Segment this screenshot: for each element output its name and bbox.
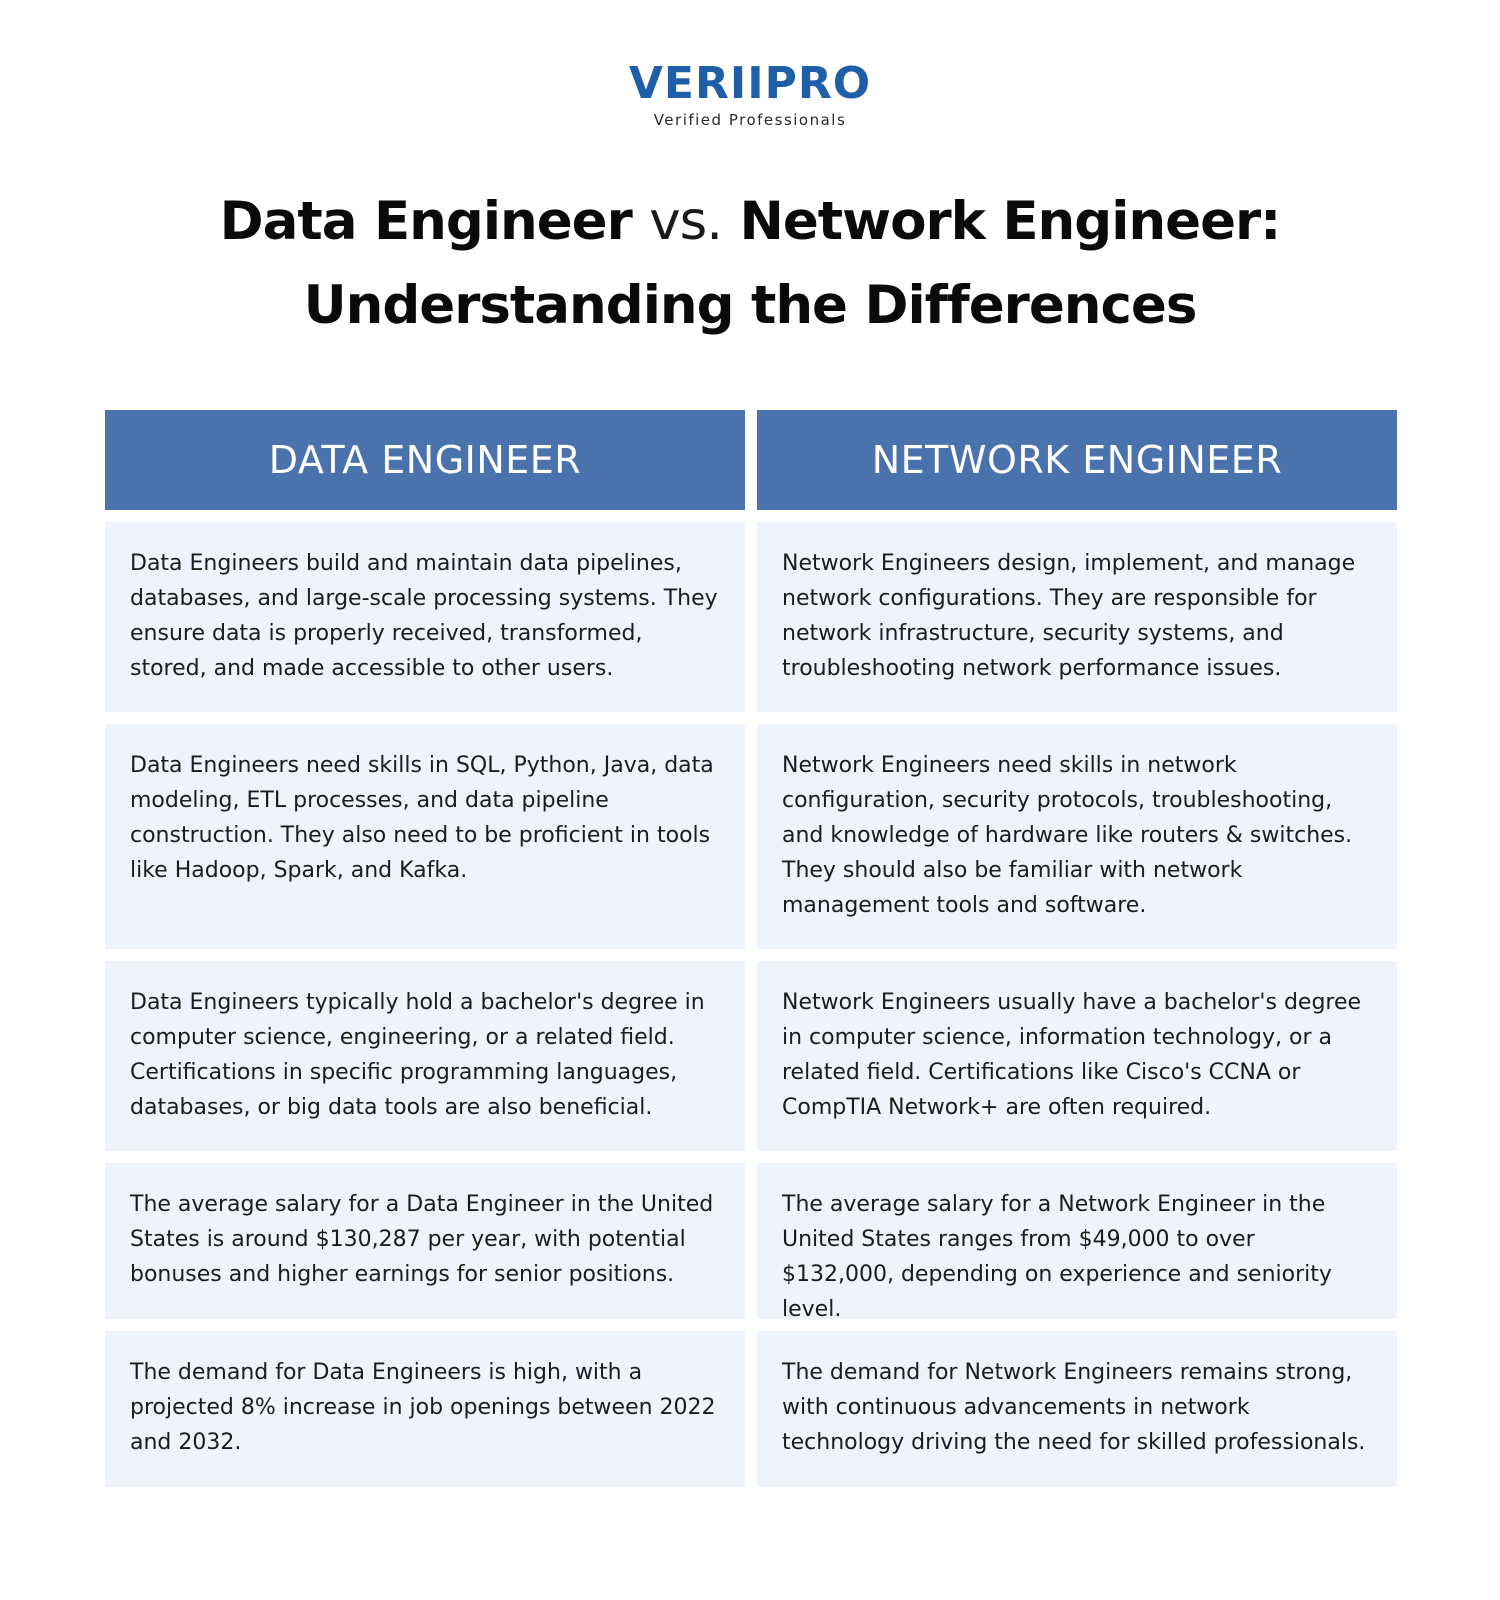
column-header-network-engineer: NETWORK ENGINEER	[757, 410, 1397, 510]
title-line-1	[0, 180, 1500, 264]
title-right-role: Network Engineer:	[739, 191, 1281, 252]
comparison-table	[105, 410, 1395, 1487]
brand-tagline: Verified Professionals	[653, 111, 847, 129]
cell-data-engineer-outlook: The demand for Data Engineers is high, with a projected 8% increase in job openings between 2022 and 2032.	[105, 1331, 745, 1487]
cell-network-engineer-outlook: The demand for Network Engineers remains strong, with continuous advancements in network technology driving the need for skilled professionals.	[757, 1331, 1397, 1487]
cell-data-engineer-salary: The average salary for a Data Engineer in the United States is around $130,287 per year, with potential bonuses and higher earnings for senior positions.	[105, 1163, 745, 1319]
cell-network-engineer-education: Network Engineers usually have a bachelor's degree in computer science, information technology, or a related field. Certifications like Cisco's CCNA or CompTIA Network+ are often required.	[757, 961, 1397, 1151]
cell-network-engineer-skills: Network Engineers need skills in network configuration, security protocols, troubleshooting, and knowledge of hardware like routers & switches. They should also be familiar with network management tools and software.	[757, 724, 1397, 949]
brand-name: VERIIPRO	[628, 58, 872, 109]
title-subtitle: Understanding the Differences	[303, 275, 1197, 336]
title-vs: vs.	[649, 191, 723, 252]
cell-data-engineer-education: Data Engineers typically hold a bachelor's degree in computer science, engineering, or a related field. Certifications in specific programming languages, databases, or big data tools are also beneficial.	[105, 961, 745, 1151]
column-header-data-engineer: DATA ENGINEER	[105, 410, 745, 510]
cell-network-engineer-role: Network Engineers design, implement, and manage network configurations. They are responsible for network infrastructure, security systems, and troubleshooting network performance issues.	[757, 522, 1397, 712]
cell-data-engineer-skills: Data Engineers need skills in SQL, Python, Java, data modeling, ETL processes, and data pipeline construction. They also need to be proficient in tools like Hadoop, Spark, and Kafka.	[105, 724, 745, 949]
brand-logo	[0, 58, 1500, 130]
title-left-role: Data Engineer	[219, 191, 632, 252]
cell-network-engineer-salary: The average salary for a Network Engineer in the United States ranges from $49,000 to over $132,000, depending on experience and seniority level.	[757, 1163, 1397, 1319]
cell-data-engineer-role: Data Engineers build and maintain data pipelines, databases, and large-scale processing systems. They ensure data is properly received, transformed, stored, and made accessible to other users.	[105, 522, 745, 712]
page-title	[0, 180, 1500, 348]
